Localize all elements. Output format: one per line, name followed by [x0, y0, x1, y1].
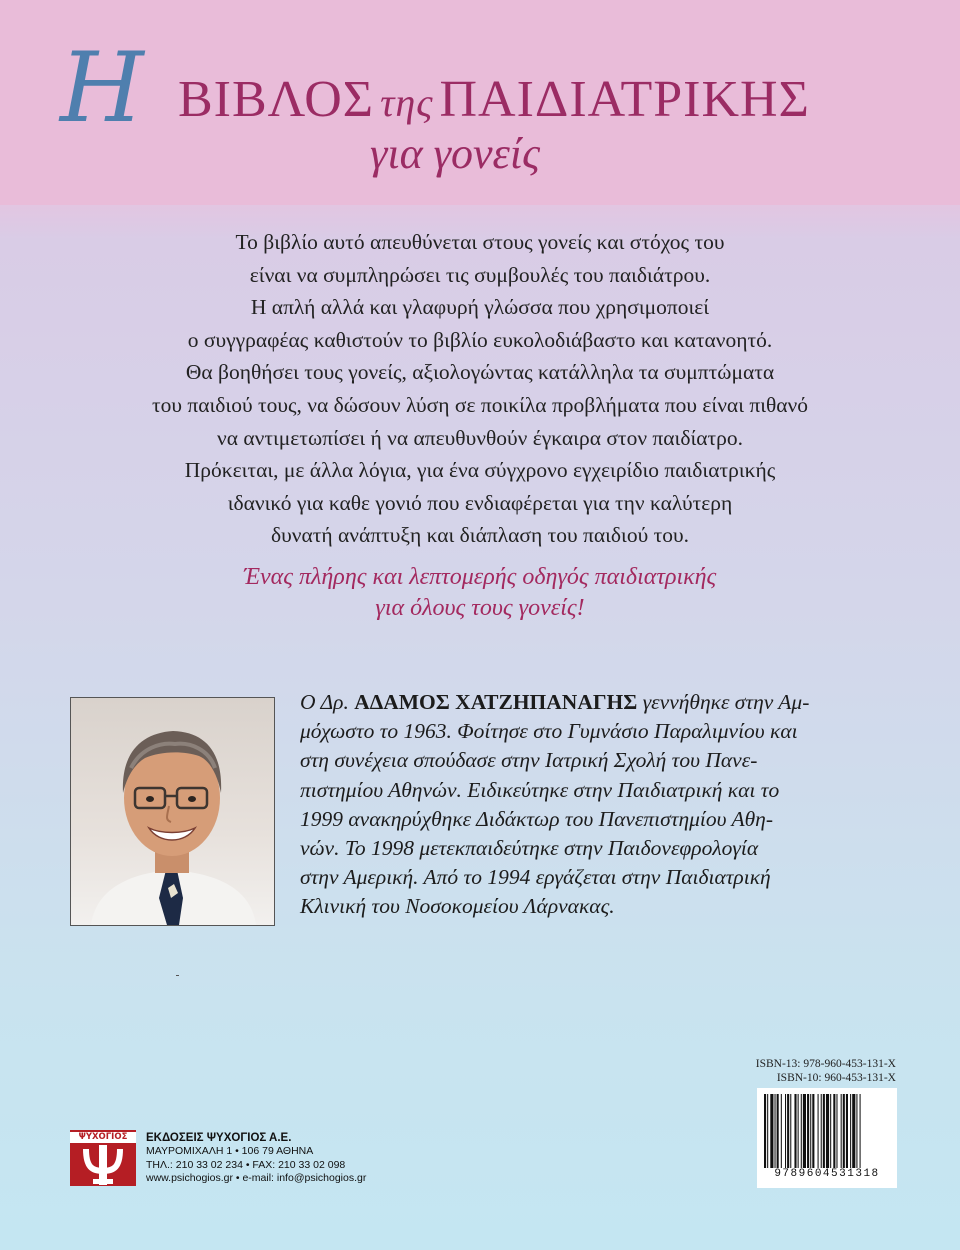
- bio-line: 1999 ανακηρύχθηκε Διδάκτωρ του Πανεπιστημίου Αθη-: [300, 806, 773, 831]
- bio-line: νών. Το 1998 μετεκπαιδεύτηκε στην Παιδονεφρολογία: [300, 836, 759, 861]
- barcode-bar: [803, 1094, 806, 1168]
- description-line: δυνατή ανάπτυξη και διάπλαση του παιδιού του.: [270, 523, 690, 548]
- description-line: να αντιμετωπίσει ή να απευθυνθούν έγκαιρα στον παιδίατρο.: [216, 425, 743, 450]
- barcode-bar: [843, 1094, 845, 1168]
- bio-line: στην Αμερική. Από το 1994 εργάζεται στην Παιδιατρική: [300, 865, 771, 890]
- barcode-bar: [785, 1094, 786, 1168]
- barcode-bar: [770, 1094, 773, 1168]
- bio-prefix: Ο Δρ.: [300, 690, 355, 714]
- title-small: της: [380, 80, 434, 125]
- description-line: Η απλή αλλά και γλαφυρή γλώσσα που χρησιμοποιεί: [250, 295, 710, 320]
- barcode-bar: [846, 1094, 848, 1168]
- bio-line: στη συνέχεια σπούδασε στην Ιατρική Σχολή του Πανε-: [300, 748, 758, 773]
- psi-icon: [82, 1145, 124, 1185]
- publisher-name: ΕΚΔΟΣΕΙΣ ΨΥΧΟΓΙΟΣ Α.Ε.: [146, 1132, 292, 1144]
- bio-line: Κλινική του Νοσοκομείου Λάρνακας.: [300, 894, 615, 919]
- barcode-bar: [767, 1094, 768, 1168]
- title-initial: Η: [60, 32, 144, 144]
- isbn-10: ISBN-10: 960-453-131-X: [776, 1072, 896, 1084]
- barcode-bar: [856, 1094, 857, 1168]
- barcode-bar: [777, 1094, 779, 1168]
- publisher-logo: [70, 1130, 136, 1186]
- publisher-web: www.psichogios.gr • e-mail: info@psichogios.gr: [146, 1172, 367, 1184]
- author-bio: [300, 688, 896, 922]
- bio-line: [300, 688, 896, 717]
- barcode-bar: [850, 1094, 851, 1168]
- author-portrait-illustration: [71, 698, 274, 925]
- tagline: [40, 562, 920, 624]
- barcode-digits: 9789604531318: [774, 1168, 880, 1180]
- bio-line: μόχωστο το 1963. Φοίτησε στο Γυμνάσιο Παραλιμνίου και: [300, 719, 798, 744]
- author-photo: [70, 697, 275, 926]
- description-line: ιδανικό για καθε γονιό που ενδιαφέρεται για την καλύτερη: [227, 490, 733, 515]
- barcode: [757, 1088, 897, 1188]
- barcode-bar: [810, 1094, 811, 1168]
- title-part2: ΠΑΙΔΙΑΤΡΙΚΗΣ: [439, 71, 810, 128]
- barcode-bar: [794, 1094, 796, 1168]
- barcode-bars: [764, 1094, 890, 1168]
- barcode-bar: [790, 1094, 791, 1168]
- description-line: Θα βοηθήσει τους γονείς, αξιολογώντας κατάλληλα τα συμπτώματα: [185, 360, 775, 385]
- description-line: Το βιβλίο αυτό απευθύνεται στους γονείς και στόχος του: [235, 230, 725, 254]
- barcode-bar: [836, 1094, 837, 1168]
- barcode-bar: [787, 1094, 789, 1168]
- description-line: είναι να συμπληρώσει τις συμβουλές του παιδιάτρου.: [249, 262, 711, 287]
- title-part1: ΒΙΒΛΟΣ: [178, 71, 375, 128]
- book-subtitle: για γονείς: [370, 129, 540, 178]
- tagline-line: για όλους τους γονείς!: [375, 595, 585, 621]
- stray-dot: [176, 975, 179, 976]
- barcode-bar: [781, 1094, 782, 1168]
- description-line: Πρόκειται, με άλλα λόγια, για ένα σύγχρονο εγχειρίδιο παιδιατρικής: [184, 458, 776, 483]
- isbn-13: ISBN-13: 978-960-453-131-X: [755, 1058, 896, 1070]
- isbn-block: [730, 1057, 896, 1085]
- barcode-bar: [830, 1094, 831, 1168]
- publisher-address: ΜΑΥΡΟΜΙΧΑΛΗ 1 • 106 79 ΑΘΗΝΑ: [146, 1145, 314, 1157]
- barcode-bar: [826, 1094, 829, 1168]
- barcode-bar: [823, 1094, 825, 1168]
- barcode-bar: [860, 1094, 861, 1168]
- description-line: του παιδιού τους, να δώσουν λύση σε ποικίλα προβλήματα που είναι πιθανό: [151, 392, 809, 417]
- barcode-bar: [833, 1094, 835, 1168]
- logo-text: ΨΥΧΟΓΙΟΣ: [70, 1132, 136, 1143]
- description-line: ο συγγραφέας καθιστούν το βιβλίο ευκολοδιάβαστο και κατανοητό.: [187, 327, 773, 352]
- barcode-bar: [821, 1094, 822, 1168]
- bio-line: πιστημίου Αθηνών. Ειδικεύτηκε στην Παιδιατρική και το: [300, 777, 780, 802]
- barcode-bar: [801, 1094, 802, 1168]
- tagline-line: Ένας πλήρης και λεπτομερής οδηγός παιδιατρικής: [243, 564, 717, 590]
- book-title: [178, 70, 810, 129]
- barcode-bar: [841, 1094, 842, 1168]
- barcode-bar: [818, 1094, 819, 1168]
- author-name: ΑΔΑΜΟΣ ΧΑΤΖΗΠΑΝΑΓΗΣ: [354, 690, 638, 714]
- barcode-bar: [852, 1094, 855, 1168]
- bio-line1-rest: γεννήθηκε στην Αμ-: [637, 690, 810, 714]
- barcode-bar: [812, 1094, 814, 1168]
- barcode-bar: [764, 1094, 766, 1168]
- publisher-phone: ΤΗΛ.: 210 33 02 234 • FAX: 210 33 02 098: [146, 1158, 346, 1171]
- description: [40, 226, 920, 552]
- barcode-bar: [798, 1094, 799, 1168]
- publisher-info: [146, 1131, 366, 1186]
- barcode-bar: [775, 1094, 776, 1168]
- barcode-bar: [807, 1094, 809, 1168]
